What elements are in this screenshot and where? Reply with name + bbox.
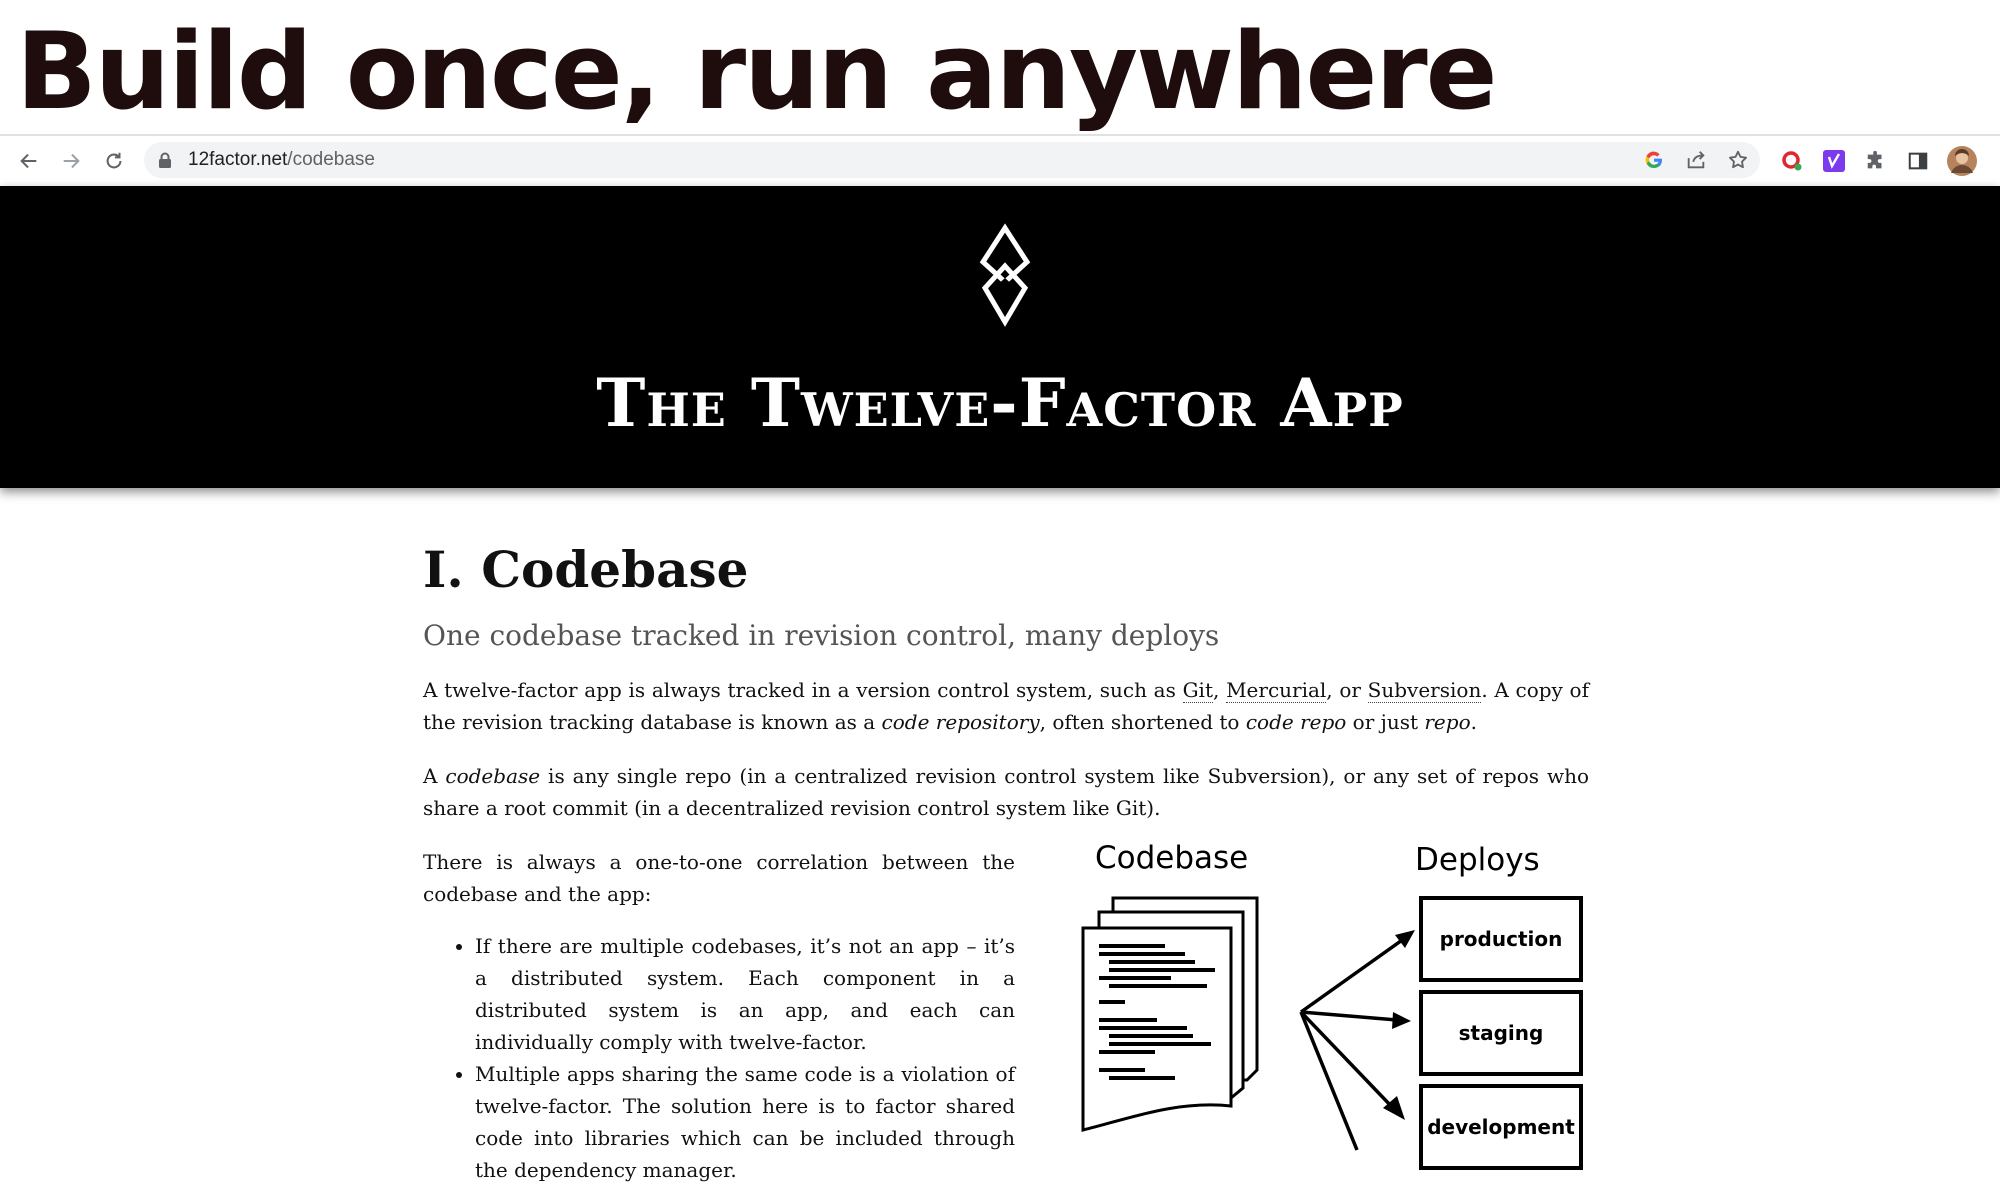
repo-stack-icon [1083, 898, 1257, 1130]
link-mercurial[interactable]: Mercurial [1226, 678, 1327, 702]
paragraph-codebase-definition: A codebase is any single repo (in a centralized revision control system like Subversion), or any set of repos who share a root commit (in a decentralized revision control system like Git). [423, 764, 1589, 820]
diagram-codebase-label: Codebase [1095, 840, 1249, 876]
reload-icon[interactable] [99, 146, 129, 176]
paragraph-version-control: A twelve-factor app is always tracked in a version control system, such as Git, Mercurial, or Subversion. A copy of the revision tracking database is known as a code repository, often shortened to code repo or just repo. [423, 678, 1589, 734]
deploy-box-staging [1421, 992, 1581, 1074]
google-icon[interactable] [1642, 148, 1666, 172]
link-git[interactable]: Git [1182, 678, 1213, 702]
diagram-deploys-label: Deploys [1415, 842, 1540, 878]
deploy-label-production: production [1439, 927, 1563, 951]
page-content [423, 542, 1589, 1186]
star-icon[interactable] [1726, 148, 1750, 172]
browser-toolbar [0, 134, 2000, 186]
share-icon[interactable] [1684, 148, 1708, 172]
page-subtitle: One codebase tracked in revision control, many deploys [423, 619, 1220, 652]
site-header [0, 186, 2000, 488]
back-arrow-icon[interactable] [14, 146, 44, 176]
side-panel-icon[interactable] [1905, 148, 1931, 174]
twelve-factor-logo-icon[interactable] [975, 226, 1035, 331]
site-title[interactable]: The Twelve-Factor App [596, 364, 1404, 442]
browser-window [0, 134, 2000, 1182]
content-split [423, 840, 1589, 1186]
list-item: • If there are multiple codebases, it’s not an app – it’s a distributed system. Each component in a distributed system is an app, and each can individually comply with twelve-factor. [475, 930, 1015, 1058]
codebase-deploys-diagram [1075, 830, 1595, 1150]
bullet-list [423, 930, 1015, 1186]
extension-red-icon[interactable] [1779, 148, 1805, 174]
paragraph-correlation: There is always a one-to-one correlation between the codebase and the app: [423, 850, 1015, 906]
page-title: I. Codebase [423, 540, 749, 599]
forward-arrow-icon[interactable] [56, 146, 86, 176]
lock-icon[interactable] [158, 152, 172, 173]
deploy-box-production [1421, 898, 1581, 980]
url-text[interactable]: 12factor.net/codebase [188, 149, 375, 170]
correlation-text [423, 846, 1015, 1186]
list-item: • Multiple apps sharing the same code is a violation of twelve-factor. The solution here is to factor shared code into libraries which can be included through the dependency manager. [475, 1058, 1015, 1186]
deploy-label-staging: staging [1458, 1021, 1544, 1045]
address-bar[interactable] [144, 142, 1760, 178]
extension-purple-icon[interactable] [1821, 148, 1847, 174]
slide-title: Build once, run anywhere [16, 10, 1496, 133]
avatar[interactable] [1947, 146, 1977, 176]
deploy-arrows [1301, 930, 1415, 1150]
puzzle-icon[interactable] [1863, 148, 1889, 174]
link-subversion[interactable]: Subversion [1367, 678, 1482, 702]
deploy-box-development [1421, 1086, 1581, 1168]
deploy-label-development: development [1427, 1115, 1575, 1139]
